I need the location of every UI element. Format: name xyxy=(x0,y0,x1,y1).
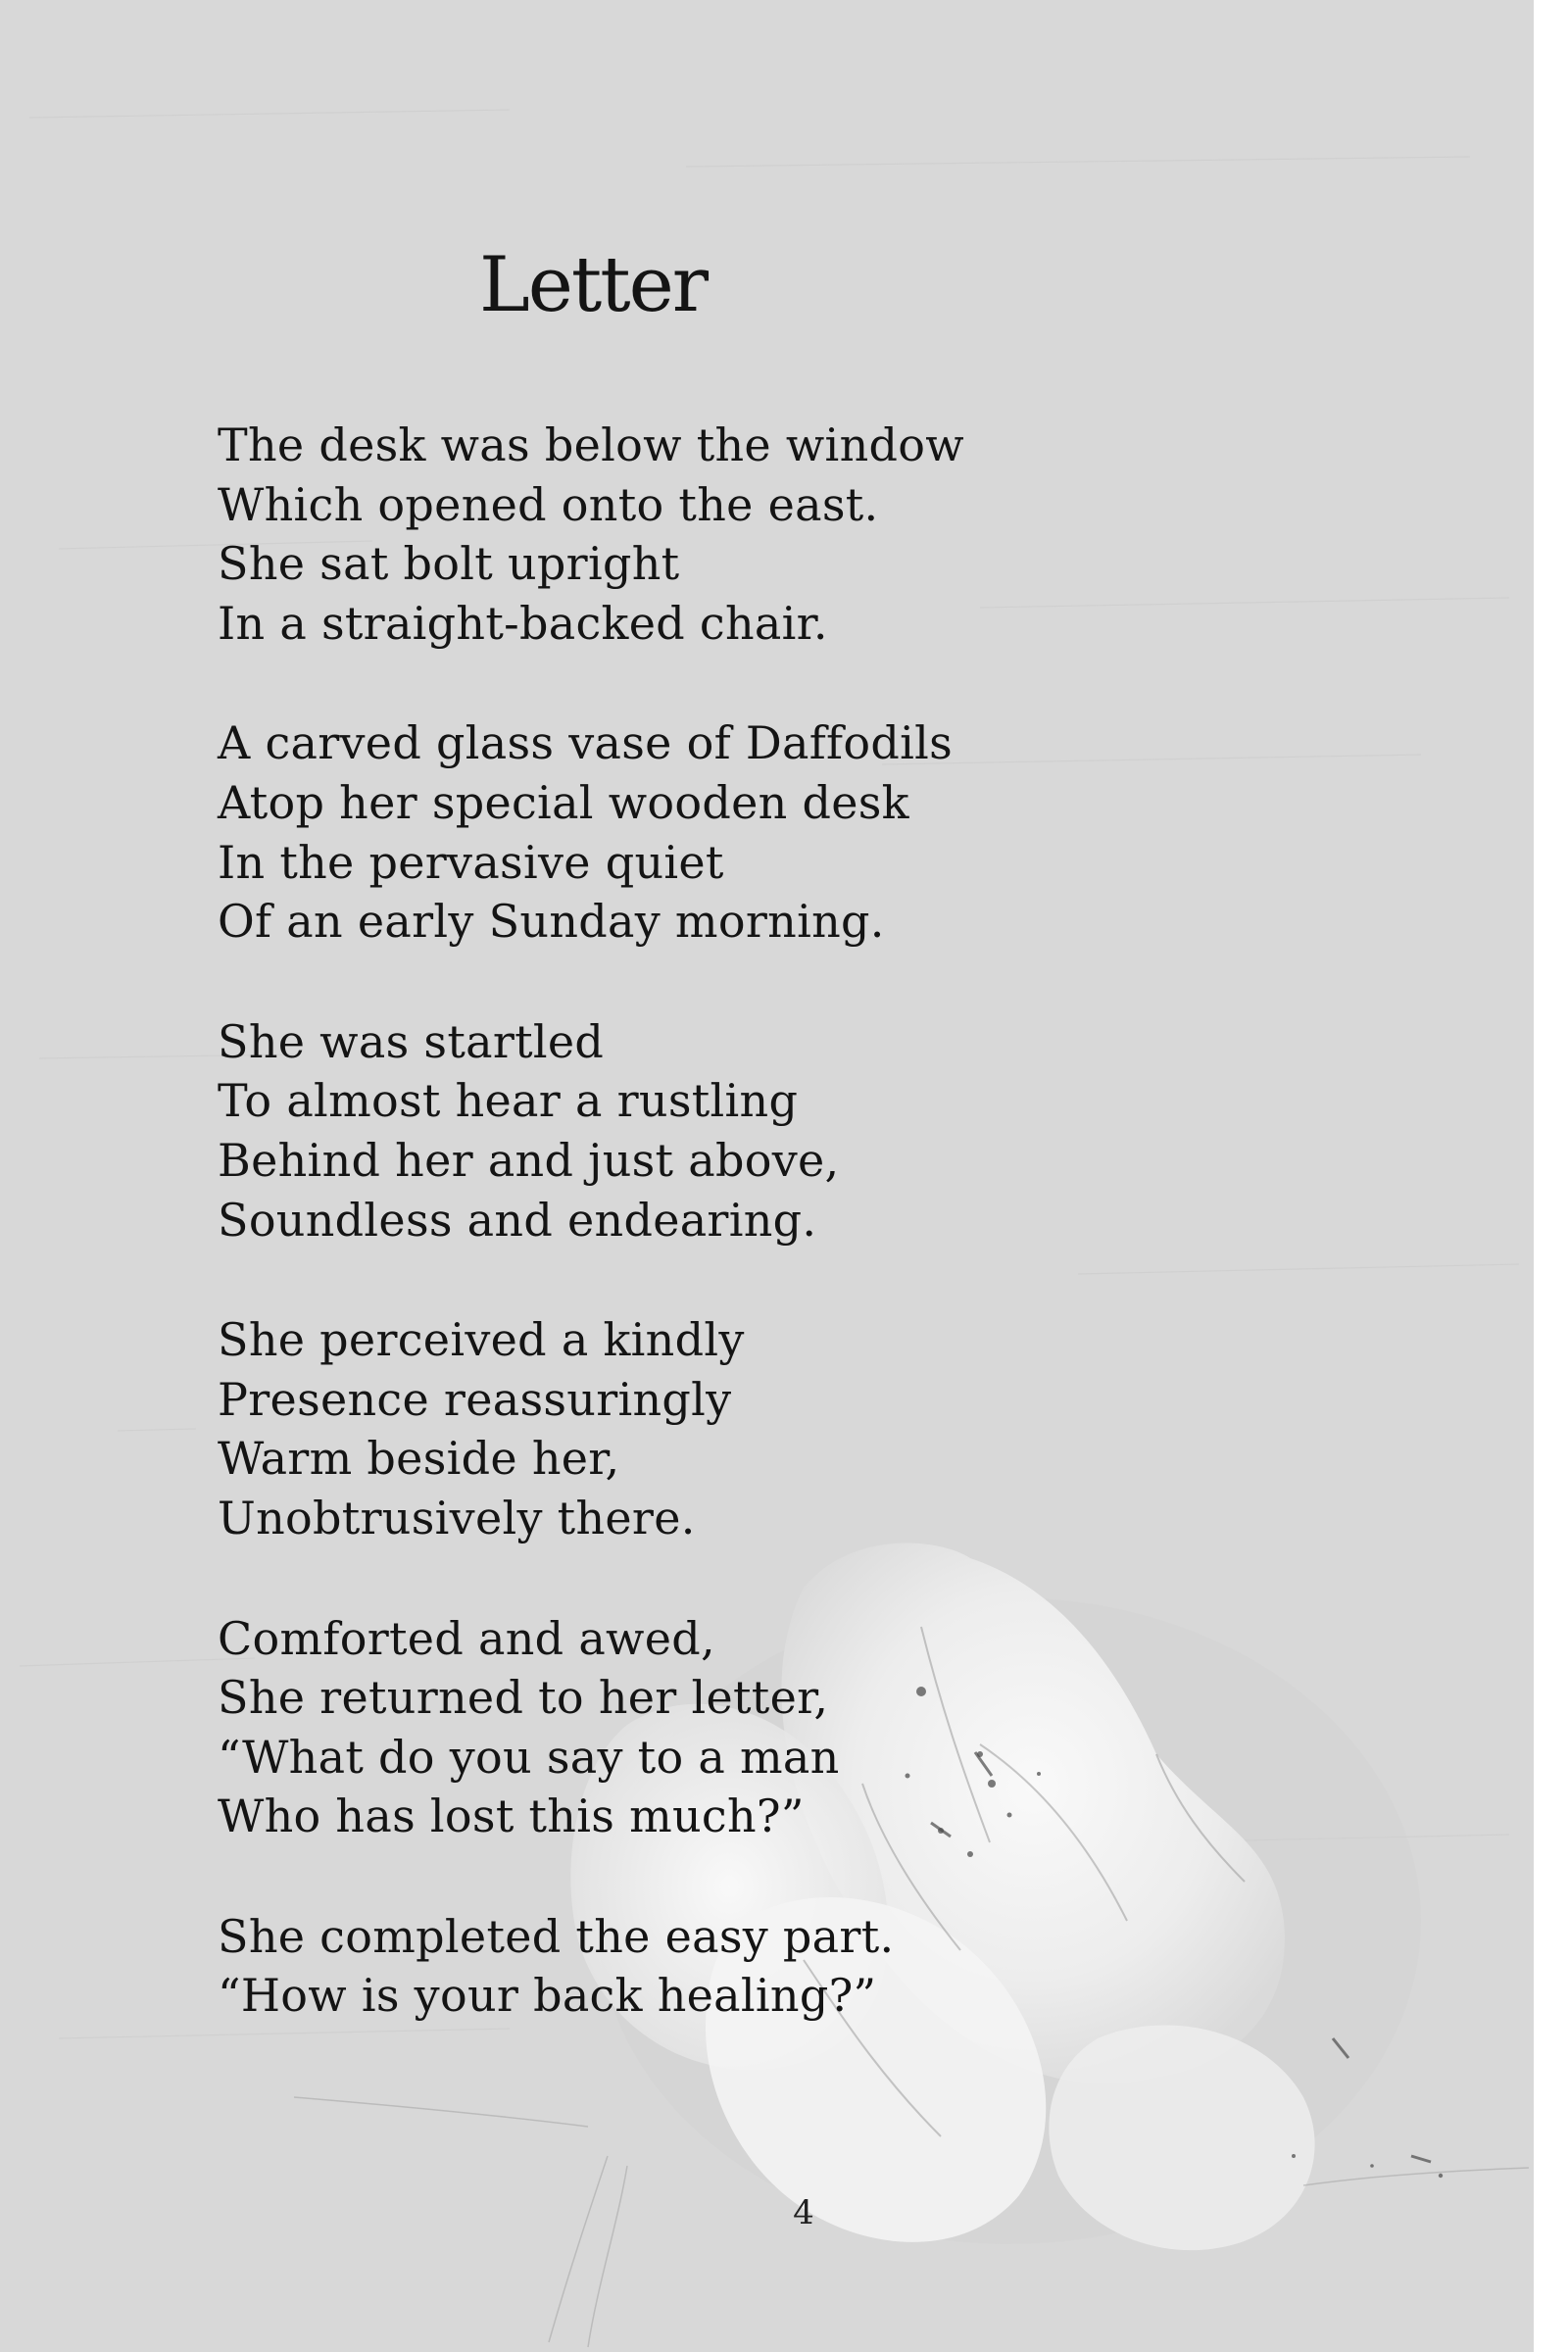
poem-line: Comforted and awed, xyxy=(218,1611,715,1665)
poem-line: Which opened onto the east. xyxy=(218,477,879,531)
poem-line: A carved glass vase of Daffodils xyxy=(218,716,954,770)
page-number: 4 xyxy=(793,2193,814,2232)
poem-line: She was startled xyxy=(218,1014,605,1068)
poem-line: Soundless and endearing. xyxy=(218,1193,817,1247)
poem-line: Atop her special wooden desk xyxy=(218,775,909,829)
poem-title: Letter xyxy=(478,241,708,329)
poem-body xyxy=(218,416,1345,2086)
poem-line: She completed the easy part. xyxy=(218,1909,895,1963)
poem-line: She returned to her letter, xyxy=(218,1671,829,1725)
poem-line: In the pervasive quiet xyxy=(218,835,724,889)
stanza xyxy=(218,713,1345,951)
poem-line: Of an early Sunday morning. xyxy=(218,895,885,949)
stanza xyxy=(218,416,1345,653)
stanza xyxy=(218,1310,1345,1547)
poem-line: “How is your back healing?” xyxy=(218,1969,877,2023)
poem-line: Who has lost this much?” xyxy=(218,1789,805,1843)
poem-line: Presence reassuringly xyxy=(218,1372,732,1426)
poem-line: In a straight-backed chair. xyxy=(218,596,828,650)
poem-line: “What do you say to a man xyxy=(218,1730,840,1784)
poem-line: The desk was below the window xyxy=(218,418,964,471)
stanza xyxy=(218,1012,1345,1250)
poem-line: Warm beside her, xyxy=(218,1432,620,1486)
poem-line: To almost hear a rustling xyxy=(218,1074,799,1128)
poem-line: Unobtrusively there. xyxy=(218,1491,696,1544)
poem-line: She perceived a kindly xyxy=(218,1313,745,1367)
stanza xyxy=(218,1609,1345,1846)
poem-line: She sat bolt upright xyxy=(218,537,680,591)
poem-line: Behind her and just above, xyxy=(218,1133,840,1187)
stanza xyxy=(218,1907,1345,2026)
